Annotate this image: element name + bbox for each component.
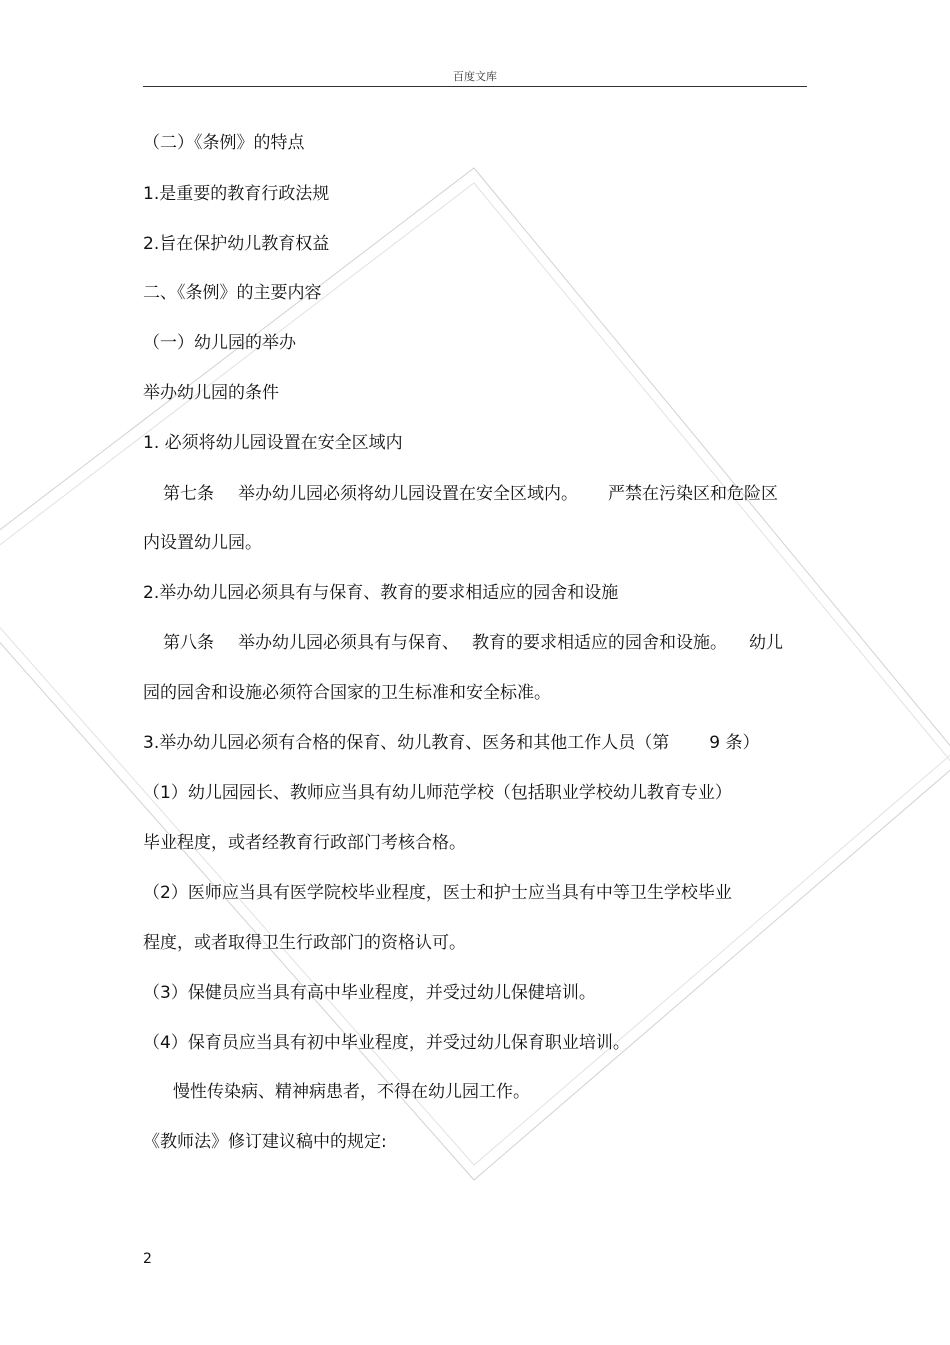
- article-8-text-3: 幼儿: [749, 633, 783, 653]
- header-divider: [143, 86, 807, 87]
- article-7-line-1: [163, 483, 778, 505]
- condition-3: [143, 732, 759, 754]
- condition-1: 1. 必须将幼儿园设置在安全区域内: [143, 433, 403, 453]
- article-7-number: 第七条: [163, 484, 214, 504]
- article-8-line-1: [163, 632, 783, 654]
- heading-features: （二）《条例》的特点: [143, 133, 305, 153]
- staff-item-4: （4）保育员应当具有初中毕业程度，并受过幼儿保育职业培训。: [143, 1033, 630, 1053]
- teacher-law-heading: 《教师法》修订建议稿中的规定:: [143, 1132, 387, 1152]
- article-8-text-1: 举办幼儿园必须具有与保育、: [238, 633, 459, 653]
- conditions-title: 举办幼儿园的条件: [143, 383, 279, 403]
- staff-item-3: （3）保健员应当具有高中毕业程度，并受过幼儿保健培训。: [143, 983, 596, 1003]
- staff-item-2-line-1: （2）医师应当具有医学院校毕业程度，医士和护士应当具有中等卫生学校毕业: [143, 883, 732, 903]
- article-8-text-2: 教育的要求相适应的园舍和设施。: [472, 633, 727, 653]
- article-7-text-2: 严禁在污染区和危险区: [608, 484, 778, 504]
- staff-item-1-line-1: （1）幼儿园园长、教师应当具有幼儿师范学校（包括职业学校幼儿教育专业）: [143, 783, 732, 803]
- condition-3-text: 3.举办幼儿园必须有合格的保育、幼儿教育、医务和其他工作人员（第: [143, 733, 670, 753]
- article-7-line-2: 内设置幼儿园。: [143, 533, 262, 553]
- staff-item-2-line-2: 程度，或者取得卫生行政部门的资格认可。: [143, 933, 466, 953]
- page-header-title: 百度文库: [453, 70, 497, 83]
- heading-main-content: 二、《条例》的主要内容: [143, 283, 322, 303]
- page-number: 2: [143, 1251, 152, 1267]
- article-8-line-2: 园的园舍和设施必须符合国家的卫生标准和安全标准。: [143, 683, 551, 703]
- article-8-number: 第八条: [163, 633, 214, 653]
- staff-item-1-line-2: 毕业程度，或者经教育行政部门考核合格。: [143, 833, 466, 853]
- condition-3-article-ref: 9 条）: [709, 733, 760, 753]
- feature-item-1: 1.是重要的教育行政法规: [143, 184, 330, 204]
- feature-item-2: 2.旨在保护幼儿教育权益: [143, 234, 330, 254]
- restriction-note: 慢性传染病、精神病患者，不得在幼儿园工作。: [173, 1082, 530, 1102]
- condition-2: 2.举办幼儿园必须具有与保育、教育的要求相适应的园舍和设施: [143, 583, 619, 603]
- article-7-text-1: 举办幼儿园必须将幼儿园设置在安全区域内。: [238, 484, 578, 504]
- heading-establishment: （一）幼儿园的举办: [143, 333, 296, 353]
